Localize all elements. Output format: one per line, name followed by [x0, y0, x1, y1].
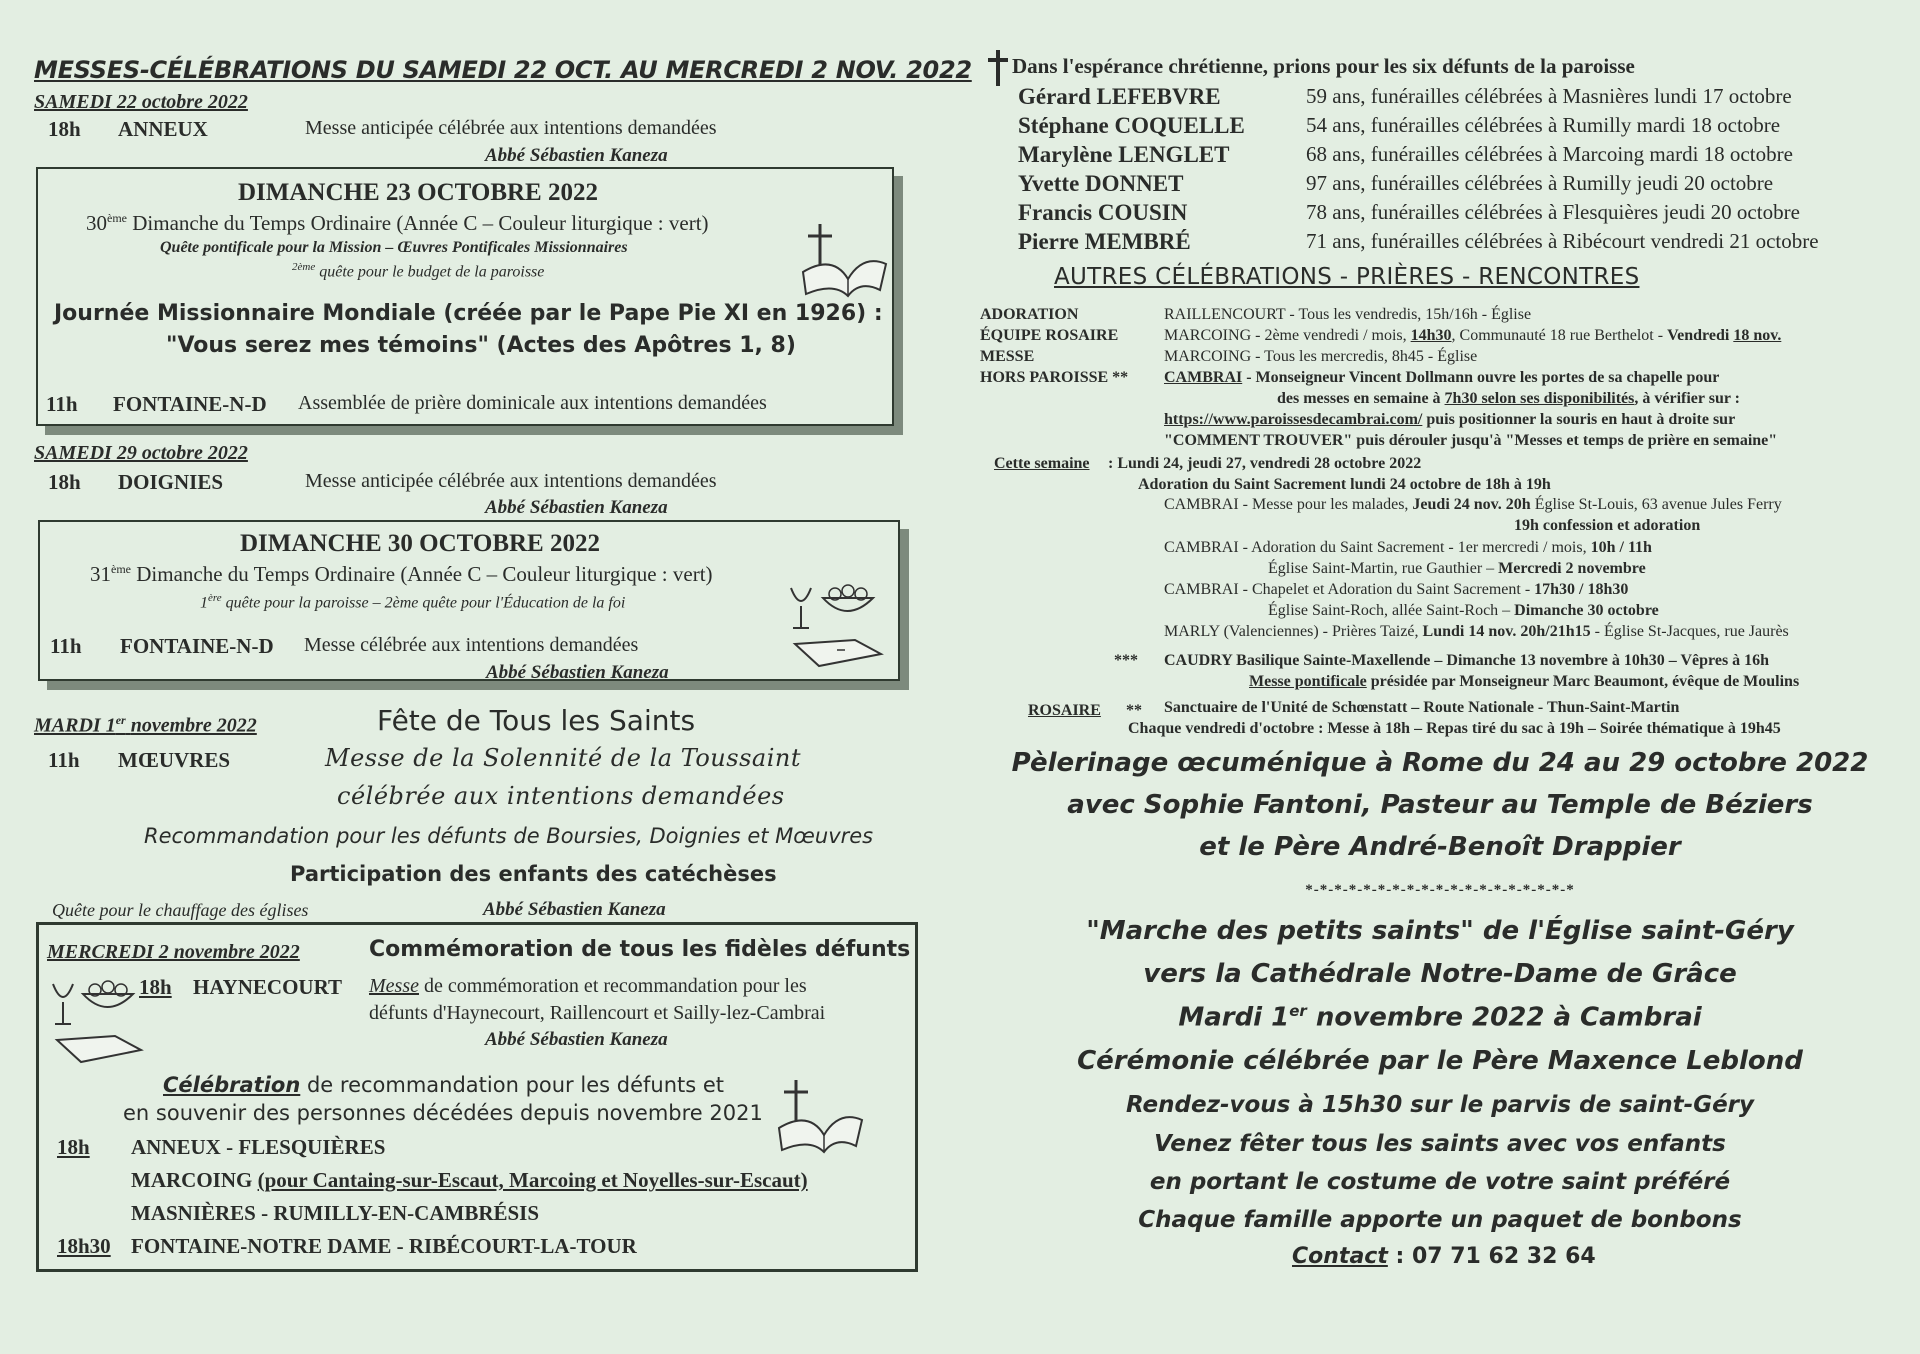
cross-bible-icon	[798, 224, 888, 299]
cross-icon	[986, 50, 1010, 86]
wed2-time2: 18h30	[57, 1234, 111, 1258]
sun23-journee2: "Vous serez mes témoins" (Actes des Apôtres 1, 8)	[166, 333, 796, 358]
death-info: 54 ans, funérailles célébrées à Rumilly mardi 18 octobre	[1306, 113, 1781, 137]
tue1-time: 11h	[48, 748, 80, 772]
sun30-time: 11h	[50, 634, 82, 658]
wed2-loc3: MASNIÈRES - RUMILLY-EN-CAMBRÉSIS	[131, 1201, 540, 1225]
sat22-place: ANNEUX	[118, 117, 208, 141]
wed2-loc2: MARCOING (pour Cantaing-sur-Escaut, Marcoing et Noyelles-sur-Escaut)	[131, 1168, 808, 1192]
sun30-title: DIMANCHE 30 OCTOBRE 2022	[240, 530, 600, 557]
rosaire2-line1: Sanctuaire de l'Unité de Schœnstatt – Route Nationale - Thun-Saint-Martin	[1164, 699, 1680, 716]
death-info: 68 ans, funérailles célébrées à Marcoing mardi 18 octobre	[1306, 142, 1793, 166]
contact-line: Contact : 07 71 62 32 64	[1292, 1244, 1596, 1269]
caudry-line1: CAUDRY Basilique Sainte-Maxellende – Dimanche 13 novembre à 10h30 – Vêpres à 16h	[1164, 652, 1770, 669]
death-info: 78 ans, funérailles célébrées à Flesquières jeudi 20 octobre	[1306, 200, 1800, 224]
marche-line5: Rendez-vous à 15h30 sur le parvis de saint-Géry	[1125, 1092, 1755, 1118]
tue1-recommend: Recommandation pour les défunts de Boursies, Doignies et Mœuvres	[144, 824, 874, 848]
wed2-priest: Abbé Sébastien Kaneza	[485, 1029, 668, 1050]
sat29-place: DOIGNIES	[118, 470, 224, 494]
sun23-journee1: Journée Missionnaire Mondiale (créée par le Pape Pie XI en 1926) :	[54, 301, 883, 326]
cambrai3-line2: Église Saint-Roch, allée Saint-Roch – Dimanche 30 octobre	[1268, 602, 1659, 619]
sat29-time: 18h	[48, 470, 81, 494]
rosaire2-stars: **	[1126, 702, 1142, 719]
death-info: 59 ans, funérailles célébrées à Masnières lundi 17 octobre	[1306, 84, 1792, 108]
semaine-adoration: Adoration du Saint Sacrement lundi 24 octobre de 18h à 19h	[1138, 476, 1551, 493]
sun30-ordinary: 31ème Dimanche du Temps Ordinaire (Année C – Couleur liturgique : vert)	[90, 562, 713, 586]
marche-line2: vers la Cathédrale Notre-Dame de Grâce	[1143, 959, 1737, 989]
sat22-date: SAMEDI 22 octobre 2022	[34, 91, 248, 113]
tue1-priest: Abbé Sébastien Kaneza	[483, 899, 666, 920]
sun23-desc: Assemblée de prière dominicale aux intentions demandées	[298, 392, 767, 414]
messe-text: MARCOING - Tous les mercredis, 8h45 - Église	[1164, 348, 1478, 365]
deaths-header: Dans l'espérance chrétienne, prions pour les six défunts de la paroisse	[1012, 54, 1635, 78]
rosaire2-label: ROSAIRE	[1028, 702, 1101, 719]
wed2-time1: 18h	[57, 1135, 90, 1159]
chalice-bread-icon-2	[49, 980, 149, 1070]
messe-label: MESSE	[980, 348, 1035, 365]
sun23-ordinary: 30ème Dimanche du Temps Ordinaire (Année C – Couleur liturgique : vert)	[86, 211, 709, 235]
wed2-time: 18h	[139, 975, 172, 999]
hors-line4: "COMMENT TROUVER" puis dérouler jusqu'à "Messes et temps de prière en semaine"	[1164, 432, 1778, 449]
wed2-celebration-line1: Célébration de recommandation pour les défunts et	[163, 1073, 725, 1097]
wed2-loc4: FONTAINE-NOTRE DAME - RIBÉCOURT-LA-TOUR	[131, 1234, 637, 1258]
autres-header: AUTRES CÉLÉBRATIONS - PRIÈRES - RENCONTRES	[1054, 264, 1640, 290]
sun23-quete1: Quête pontificale pour la Mission – Œuvres Pontificales Missionnaires	[160, 239, 628, 256]
sat29-priest: Abbé Sébastien Kaneza	[485, 497, 668, 518]
pelerinage-line1: Pèlerinage œcuménique à Rome du 24 au 29 octobre 2022	[1011, 748, 1869, 778]
wed2-celebration-line2: en souvenir des personnes décédées depuis novembre 2021	[123, 1101, 763, 1125]
sun30-priest: Abbé Sébastien Kaneza	[486, 662, 669, 683]
death-name: Stéphane COQUELLE	[1018, 113, 1245, 138]
semaine-dates: : Lundi 24, jeudi 27, vendredi 28 octobre 2022	[1108, 455, 1422, 472]
death-name: Francis COUSIN	[1018, 200, 1188, 225]
adoration-label: ADORATION	[980, 306, 1079, 323]
hors-line2: des messes en semaine à 7h30 selon ses disponibilités, à vérifier sur :	[1277, 390, 1740, 407]
wed2-box	[36, 922, 918, 1272]
marche-line1: "Marche des petits saints" de l'Église saint-Géry	[1086, 916, 1794, 946]
caudry-line2: Messe pontificale présidée par Monseigneur Marc Beaumont, évêque de Moulins	[1249, 673, 1800, 690]
death-name: Yvette DONNET	[1018, 171, 1184, 196]
hors-label: HORS PAROISSE **	[980, 369, 1129, 386]
caudry-stars: ***	[1114, 652, 1138, 669]
cambrai1-line2: 19h confession et adoration	[1514, 517, 1701, 534]
cambrai1-line1: CAMBRAI - Messe pour les malades, Jeudi 24 nov. 20h Église St-Louis, 63 avenue Jules Ferry	[1164, 496, 1782, 513]
rosaire-text: MARCOING - 2ème vendredi / mois, 14h30, Communauté 18 rue Berthelot - Vendredi 18 nov.	[1164, 327, 1782, 344]
sun23-time: 11h	[46, 392, 78, 416]
marly-line: MARLY (Valenciennes) - Prières Taizé, Lundi 14 nov. 20h/21h15 - Église St-Jacques, rue Jaurès	[1164, 623, 1789, 640]
death-name: Marylène LENGLET	[1018, 142, 1230, 167]
tue1-feast: Fête de Tous les Saints	[377, 704, 696, 737]
tue1-date: MARDI 1er novembre 2022	[34, 713, 257, 737]
cambrai2-line2: Église Saint-Martin, rue Gauthier – Mercredi 2 novembre	[1268, 560, 1646, 577]
sun23-quete2: $^{2ème}$ quête pour le budget de la paroisse	[292, 261, 545, 281]
sat22-desc: Messe anticipée célébrée aux intentions demandées	[305, 117, 717, 139]
wed2-commemoration: Commémoration de tous les fidèles défunts	[369, 937, 911, 962]
death-info: 97 ans, funérailles célébrées à Rumilly jeudi 20 octobre	[1306, 171, 1774, 195]
rosaire-label: ÉQUIPE ROSAIRE	[980, 327, 1119, 344]
sat29-desc: Messe anticipée célébrée aux intentions demandées	[305, 470, 717, 492]
pelerinage-line3: et le Père André-Benoît Drappier	[1199, 832, 1681, 862]
sat22-time: 18h	[48, 117, 81, 141]
death-name: Pierre MEMBRÉ	[1018, 229, 1191, 254]
sun30-desc: Messe célébrée aux intentions demandées	[304, 634, 639, 656]
wed2-place: HAYNECOURT	[193, 975, 343, 999]
wed2-date: MERCREDI 2 novembre 2022	[47, 941, 300, 963]
semaine-label: Cette semaine	[994, 455, 1090, 472]
sun23-title: DIMANCHE 23 OCTOBRE 2022	[238, 179, 598, 206]
wed2-messe-line2: défunts d'Haynecourt, Raillencourt et Sailly-lez-Cambrai	[369, 1002, 826, 1024]
adoration-text: RAILLENCOURT - Tous les vendredis, 15h/16h - Église	[1164, 306, 1532, 323]
wed2-loc1: ANNEUX - FLESQUIÈRES	[131, 1135, 386, 1159]
marche-line4: Cérémonie célébrée par le Père Maxence Leblond	[1077, 1046, 1803, 1076]
hors-url-link[interactable]: https://www.paroissesdecambrai.com/	[1164, 411, 1423, 428]
marche-line7: en portant le costume de votre saint préféré	[1149, 1169, 1731, 1195]
sat22-priest: Abbé Sébastien Kaneza	[485, 145, 668, 166]
cross-bible-icon-2	[774, 1080, 864, 1155]
death-info: 71 ans, funérailles célébrées à Ribécourt vendredi 21 octobre	[1306, 229, 1819, 253]
tue1-quete: Quête pour le chauffage des églises	[52, 900, 309, 920]
sun23-box	[36, 167, 894, 426]
marche-line8: Chaque famille apporte un paquet de bonbons	[1138, 1207, 1742, 1233]
tue1-place: MŒUVRES	[118, 748, 231, 772]
wed2-messe-line1: Messe de commémoration et recommandation pour les	[369, 975, 807, 997]
sun30-box	[38, 520, 900, 681]
pelerinage-line2: avec Sophie Fantoni, Pasteur au Temple de Béziers	[1067, 790, 1813, 820]
chalice-bread-icon	[785, 584, 890, 674]
sun23-place: FONTAINE-N-D	[113, 392, 267, 416]
separator: *-*-*-*-*-*-*-*-*-*-*-*-*-*-*-*-*-*-*	[1305, 882, 1575, 898]
cambrai3-line1: CAMBRAI - Chapelet et Adoration du Saint Sacrement - 17h30 / 18h30	[1164, 581, 1629, 598]
hors-line3: https://www.paroissesdecambrai.com/ puis positionner la souris en haut à droite sur	[1164, 411, 1736, 428]
tue1-script2: célébrée aux intentions demandées	[337, 782, 785, 810]
marche-line6: Venez fêter tous les saints avec vos enfants	[1154, 1131, 1726, 1157]
sun30-quete: 1ère quête pour la paroisse – 2ème quête pour l'Éducation de la foi	[200, 592, 626, 612]
hors-line1: CAMBRAI - Monseigneur Vincent Dollmann ouvre les portes de sa chapelle pour	[1164, 369, 1720, 386]
left-header: MESSES-CÉLÉBRATIONS DU SAMEDI 22 OCT. AU MERCREDI 2 NOV. 2022	[34, 56, 972, 84]
cambrai2-line1: CAMBRAI - Adoration du Saint Sacrement - 1er mercredi / mois, 10h / 11h	[1164, 539, 1652, 556]
death-name: Gérard LEFEBVRE	[1018, 84, 1221, 109]
tue1-children: Participation des enfants des catéchèses	[290, 862, 777, 886]
sat29-date: SAMEDI 29 octobre 2022	[34, 442, 248, 464]
tue1-script1: Messe de la Solennité de la Toussaint	[325, 744, 801, 772]
rosaire2-line2: Chaque vendredi d'octobre : Messe à 18h – Repas tiré du sac à 19h – Soirée thématique à 19h45	[1128, 720, 1781, 737]
marche-line3: Mardi 1er novembre 2022 à Cambrai	[1178, 1002, 1702, 1033]
sun30-place: FONTAINE-N-D	[120, 634, 274, 658]
